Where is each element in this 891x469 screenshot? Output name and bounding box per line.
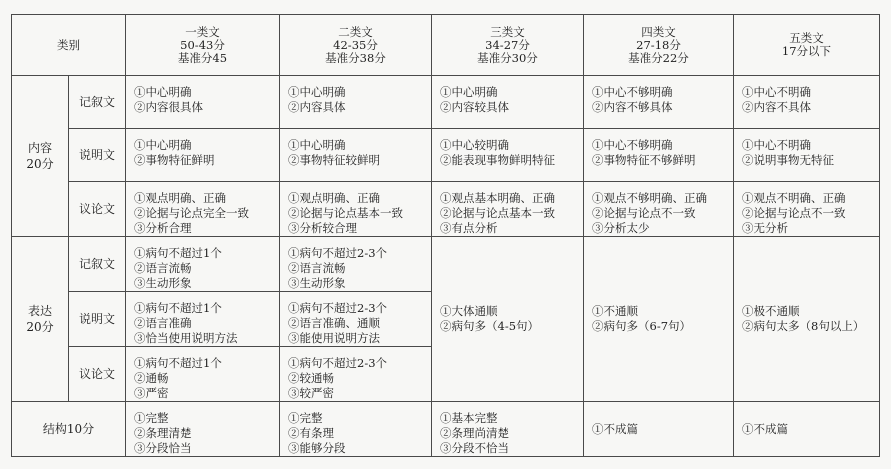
grade-name: 五类文	[789, 31, 824, 45]
criterion-line: ①完整	[288, 411, 323, 425]
criterion-line: ①观点明确、正确	[134, 191, 226, 205]
merged-criteria-cell	[584, 237, 734, 402]
criterion-line: ①不通顺	[592, 304, 638, 318]
criteria-cell	[126, 237, 280, 292]
criteria-cell	[432, 76, 584, 129]
grade-header	[584, 15, 734, 76]
grade-name: 一类文	[185, 24, 220, 39]
criterion-line: ③分段不恰当	[440, 441, 509, 455]
criterion-line: ①病句不超过1个	[134, 301, 222, 315]
essay-type	[69, 347, 126, 402]
header-row	[12, 15, 880, 76]
criteria-cell	[280, 182, 432, 237]
criterion-line: ③恰当使用说明方法	[134, 331, 238, 345]
criterion-line: ②病句太多（8句以上）	[742, 319, 865, 333]
structure-row	[12, 402, 880, 457]
criterion-line: ①观点不够明确、正确	[592, 191, 707, 205]
criterion-line: ①基本完整	[440, 411, 498, 425]
grade-header	[432, 15, 584, 76]
criterion-line: ①中心较明确	[440, 138, 509, 152]
criterion-line: ②事物特征鲜明	[134, 153, 215, 167]
criterion-line: ①中心明确	[440, 85, 498, 99]
criteria-cell	[126, 76, 280, 129]
criteria-cell	[280, 76, 432, 129]
criterion-line: ②内容具体	[288, 100, 346, 114]
grade-base: 基准分38分	[325, 50, 386, 65]
criterion-line: ①观点明确、正确	[288, 191, 380, 205]
criterion-line: ②条理清楚	[134, 426, 192, 440]
criterion-line: ②内容不够具体	[592, 100, 673, 114]
criterion-line: ②论据与论点基本一致	[288, 206, 403, 220]
criteria-cell	[280, 292, 432, 347]
structure-category	[12, 402, 126, 457]
criterion-line: ②有条理	[288, 426, 334, 440]
grade-name: 四类文	[641, 24, 676, 39]
criteria-cell	[432, 402, 584, 457]
criterion-line: ①中心明确	[134, 85, 192, 99]
criteria-cell	[126, 402, 280, 457]
criterion-line: ①中心不明确	[742, 138, 811, 152]
criteria-cell	[126, 129, 280, 182]
criteria-cell	[734, 76, 880, 129]
criterion-line: ①中心不够明确	[592, 138, 673, 152]
criterion-line: ②内容不具体	[742, 100, 811, 114]
content-row	[12, 76, 880, 129]
grade-header	[280, 15, 432, 76]
criterion-line: ①中心不够明确	[592, 85, 673, 99]
grade-range: 17分以下	[781, 44, 832, 58]
criterion-line: ①病句不超过2-3个	[288, 246, 388, 260]
structure-label: 结构10分	[42, 422, 95, 436]
criteria-cell	[432, 129, 584, 182]
criterion-line: ①病句不超过1个	[134, 356, 222, 370]
criterion-line: ②内容很具体	[134, 100, 203, 114]
criterion-line: ①中心明确	[288, 138, 346, 152]
criterion-line: ②论据与论点不一致	[742, 206, 846, 220]
grade-base: 基准分45	[177, 50, 228, 65]
criterion-line: ①中心不明确	[742, 85, 811, 99]
merged-criteria-cell	[734, 237, 880, 402]
criterion-line: ③能使用说明方法	[288, 331, 380, 345]
essay-type	[69, 182, 126, 237]
criterion-line: ①病句不超过2-3个	[288, 356, 388, 370]
grade-base: 基准分30分	[477, 50, 538, 65]
criterion-line: ①不成篇	[742, 421, 788, 436]
criterion-line: ②事物特征较鲜明	[288, 153, 380, 167]
criterion-line: ②论据与论点不一致	[592, 206, 696, 220]
criterion-line: ③严密	[134, 386, 169, 400]
criterion-line: ②语言准确	[134, 316, 192, 330]
criterion-line: ③分析较合理	[288, 221, 357, 235]
expression-label: 表达	[27, 304, 52, 318]
grade-header	[126, 15, 280, 76]
essay-type-label: 记叙文	[78, 257, 115, 271]
essay-type	[69, 292, 126, 347]
content-label: 内容	[27, 141, 52, 155]
criterion-line: ②较通畅	[288, 371, 334, 385]
criterion-line: ②论据与论点基本一致	[440, 206, 555, 220]
grade-range: 42-35分	[333, 37, 378, 52]
criterion-line: ①中心明确	[288, 85, 346, 99]
criteria-cell	[734, 129, 880, 182]
scoring-rubric-table	[11, 14, 880, 457]
essay-type-label: 记叙文	[78, 95, 115, 109]
criterion-line: ②说明事物无特征	[742, 153, 834, 167]
criterion-line: ③生动形象	[134, 276, 192, 290]
criterion-line: ②病句多（4-5句）	[440, 319, 540, 333]
expression-row	[12, 237, 880, 292]
criteria-cell	[734, 182, 880, 237]
grade-base: 基准分22分	[628, 50, 689, 65]
criteria-cell	[734, 402, 880, 457]
content-row	[12, 129, 880, 182]
grade-range: 34-27分	[485, 37, 530, 52]
grade-name: 二类文	[338, 24, 373, 39]
criteria-cell	[584, 182, 734, 237]
criterion-line: ③分段恰当	[134, 441, 192, 455]
criterion-line: ②语言准确、通顺	[288, 316, 380, 330]
criterion-line: ②内容较具体	[440, 100, 509, 114]
criteria-cell	[126, 292, 280, 347]
criterion-line: ②论据与论点完全一致	[134, 206, 249, 220]
essay-type-label: 说明文	[78, 312, 115, 326]
criteria-cell	[584, 76, 734, 129]
essay-type-label: 议论文	[78, 367, 115, 381]
criterion-line: ③分析合理	[134, 221, 192, 235]
criterion-line: ③较严密	[288, 386, 334, 400]
grade-range: 50-43分	[180, 37, 225, 52]
merged-criteria-cell	[432, 237, 584, 402]
criteria-cell	[280, 347, 432, 402]
grade-header	[734, 15, 880, 76]
criteria-cell	[432, 182, 584, 237]
criterion-line: ③有点分析	[440, 221, 498, 235]
criterion-line: ②能表现事物鲜明特征	[440, 153, 555, 167]
criterion-line: ①中心明确	[134, 138, 192, 152]
criteria-cell	[280, 402, 432, 457]
criterion-line: ③生动形象	[288, 276, 346, 290]
category-header	[12, 15, 126, 76]
criterion-line: ①完整	[134, 411, 169, 425]
criterion-line: ②语言流畅	[288, 261, 346, 275]
essay-type	[69, 237, 126, 292]
category-label: 类别	[57, 37, 80, 52]
criterion-line: ①观点不明确、正确	[742, 191, 846, 205]
criterion-line: ①病句不超过1个	[134, 246, 222, 260]
criterion-line: ①病句不超过2-3个	[288, 301, 388, 315]
essay-type	[69, 129, 126, 182]
criterion-line: ②通畅	[134, 371, 169, 385]
criterion-line: ②条理尚清楚	[440, 426, 509, 440]
grade-range: 27-18分	[636, 37, 681, 52]
criterion-line: ③无分析	[742, 221, 788, 235]
criterion-line: ①观点基本明确、正确	[440, 191, 555, 205]
criterion-line: ②语言流畅	[134, 261, 192, 275]
criterion-line: ②病句多（6-7句）	[592, 319, 692, 333]
essay-type-label: 议论文	[78, 202, 115, 216]
content-category	[12, 76, 69, 237]
content-row	[12, 182, 880, 237]
essay-type	[69, 76, 126, 129]
criterion-line: ①大体通顺	[440, 304, 498, 318]
criteria-cell	[280, 237, 432, 292]
criterion-line: ①极不通顺	[742, 304, 800, 318]
essay-type-label: 说明文	[78, 148, 115, 162]
criterion-line: ①不成篇	[592, 421, 638, 436]
expression-category	[12, 237, 69, 402]
criteria-cell	[280, 129, 432, 182]
criteria-cell	[126, 182, 280, 237]
criterion-line: ②事物特征不够鲜明	[592, 153, 696, 167]
criterion-line: ③能够分段	[288, 441, 346, 455]
criteria-cell	[584, 129, 734, 182]
criteria-cell	[584, 402, 734, 457]
content-score: 20分	[26, 157, 54, 171]
expression-score: 20分	[26, 320, 54, 334]
criterion-line: ③分析太少	[592, 221, 650, 235]
grade-name: 三类文	[490, 24, 525, 39]
criteria-cell	[126, 347, 280, 402]
